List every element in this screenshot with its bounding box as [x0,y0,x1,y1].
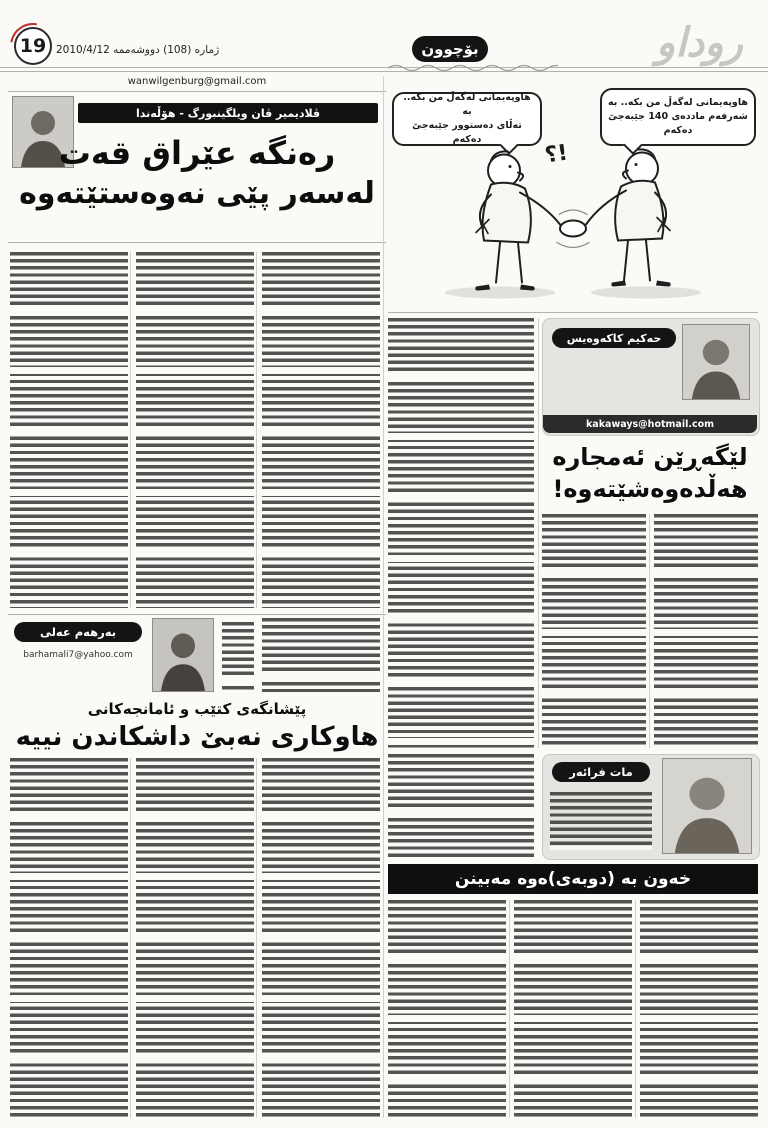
body-text-column [136,252,254,608]
body-text-column [10,252,128,608]
author-photo-frazer [662,758,752,854]
body-text-column [514,900,632,1118]
column-rule [130,758,131,1118]
author-name-barham: بەرهەم عەلی [14,622,142,642]
headline-divider [8,242,386,243]
handshake-cartoon-icon [388,118,758,308]
main-headline-line1: رەنگە عێراق قەت [58,134,336,172]
half-page-rule [383,76,384,1118]
body-text-column [388,900,506,1118]
author-email-barham[interactable]: barhamali7@yahoo.com [23,650,133,660]
body-text-column [542,514,646,748]
header-divider [0,67,768,72]
column-rule [256,758,257,1118]
body-text-column [262,758,380,1118]
speech-bubble-right-line1: هاوپەیمانی لەگەڵ من بکە.. بە [608,96,748,108]
speech-bubble-right-line2: شەرفەم ماددەی 140 جێبەجێ دەکەم [608,110,748,137]
cartoon-divider [388,312,758,313]
issue-date: ژمارە (108) دووشەممە 2010/4/12 [56,44,220,56]
author-email-hakim[interactable]: kakaways@hotmail.com [543,415,757,433]
page-number-badge [14,27,52,65]
column-rule [538,318,539,748]
hakim-headline-line2: هەڵدەوەشێتەوە! [552,474,748,503]
portrait-silhouette-icon [683,325,749,399]
author-name-frazer: مات فرائەر [552,762,650,782]
author-photo-barham [152,618,214,692]
author-photo-hakim [682,324,750,400]
body-text-column [262,618,380,692]
column-rule [649,514,650,748]
barham-headline-line2: هاوکاری نەبێ داشکاندن نییە [15,721,379,752]
portrait-silhouette-icon [153,619,213,691]
barham-headline-line1: پێشانگەی کتێب و ئامانجەکانی [87,700,307,718]
main-article-email[interactable]: wanwilgenburg@gmail.com [127,76,267,87]
barham-headline [8,700,386,754]
frazer-headline-bar: خەون بە (دوبەی)ەوە مەبینن [388,864,758,894]
speech-bubble-left-line2: تەڵای دەستوور جێبەجێ دەکەم [412,120,522,146]
column-rule [509,900,510,1118]
column-rule [130,252,131,608]
speech-bubble-left-line1: هاوپەیمانی لەگەڵ من بکە.. بە [403,91,531,117]
byline-bar: ڤلادیمیر ڤان ویلگینبورگ - هۆڵەندا [78,103,378,123]
body-text-column [388,754,534,858]
cartoon-illustration [388,118,758,308]
body-text-column [136,758,254,1118]
page-number: 19 [19,35,47,57]
main-headline [8,132,386,214]
hakim-headline [542,442,758,505]
column-rule [256,252,257,608]
body-text-column [550,792,652,850]
body-text-column [262,252,380,608]
body-text-column [10,758,128,1118]
section-divider [8,614,386,615]
email-divider [8,91,386,92]
body-text-column [640,900,758,1118]
interjection: !؟ [543,140,570,169]
body-text-column [222,622,254,690]
column-rule [635,900,636,1118]
section-badge: بۆچوون [412,36,488,62]
hakim-headline-line1: لێگەڕێن ئەمجارە [552,443,748,471]
portrait-silhouette-icon [663,759,751,853]
author-name-hakim: حەکیم کاکەوەیس [552,328,676,348]
body-text-column [388,318,534,748]
newspaper-logo: روداو [656,20,743,66]
main-headline-line2: لەسەر پێی نەوەستێتەوە [19,176,375,212]
body-text-column [654,514,758,748]
